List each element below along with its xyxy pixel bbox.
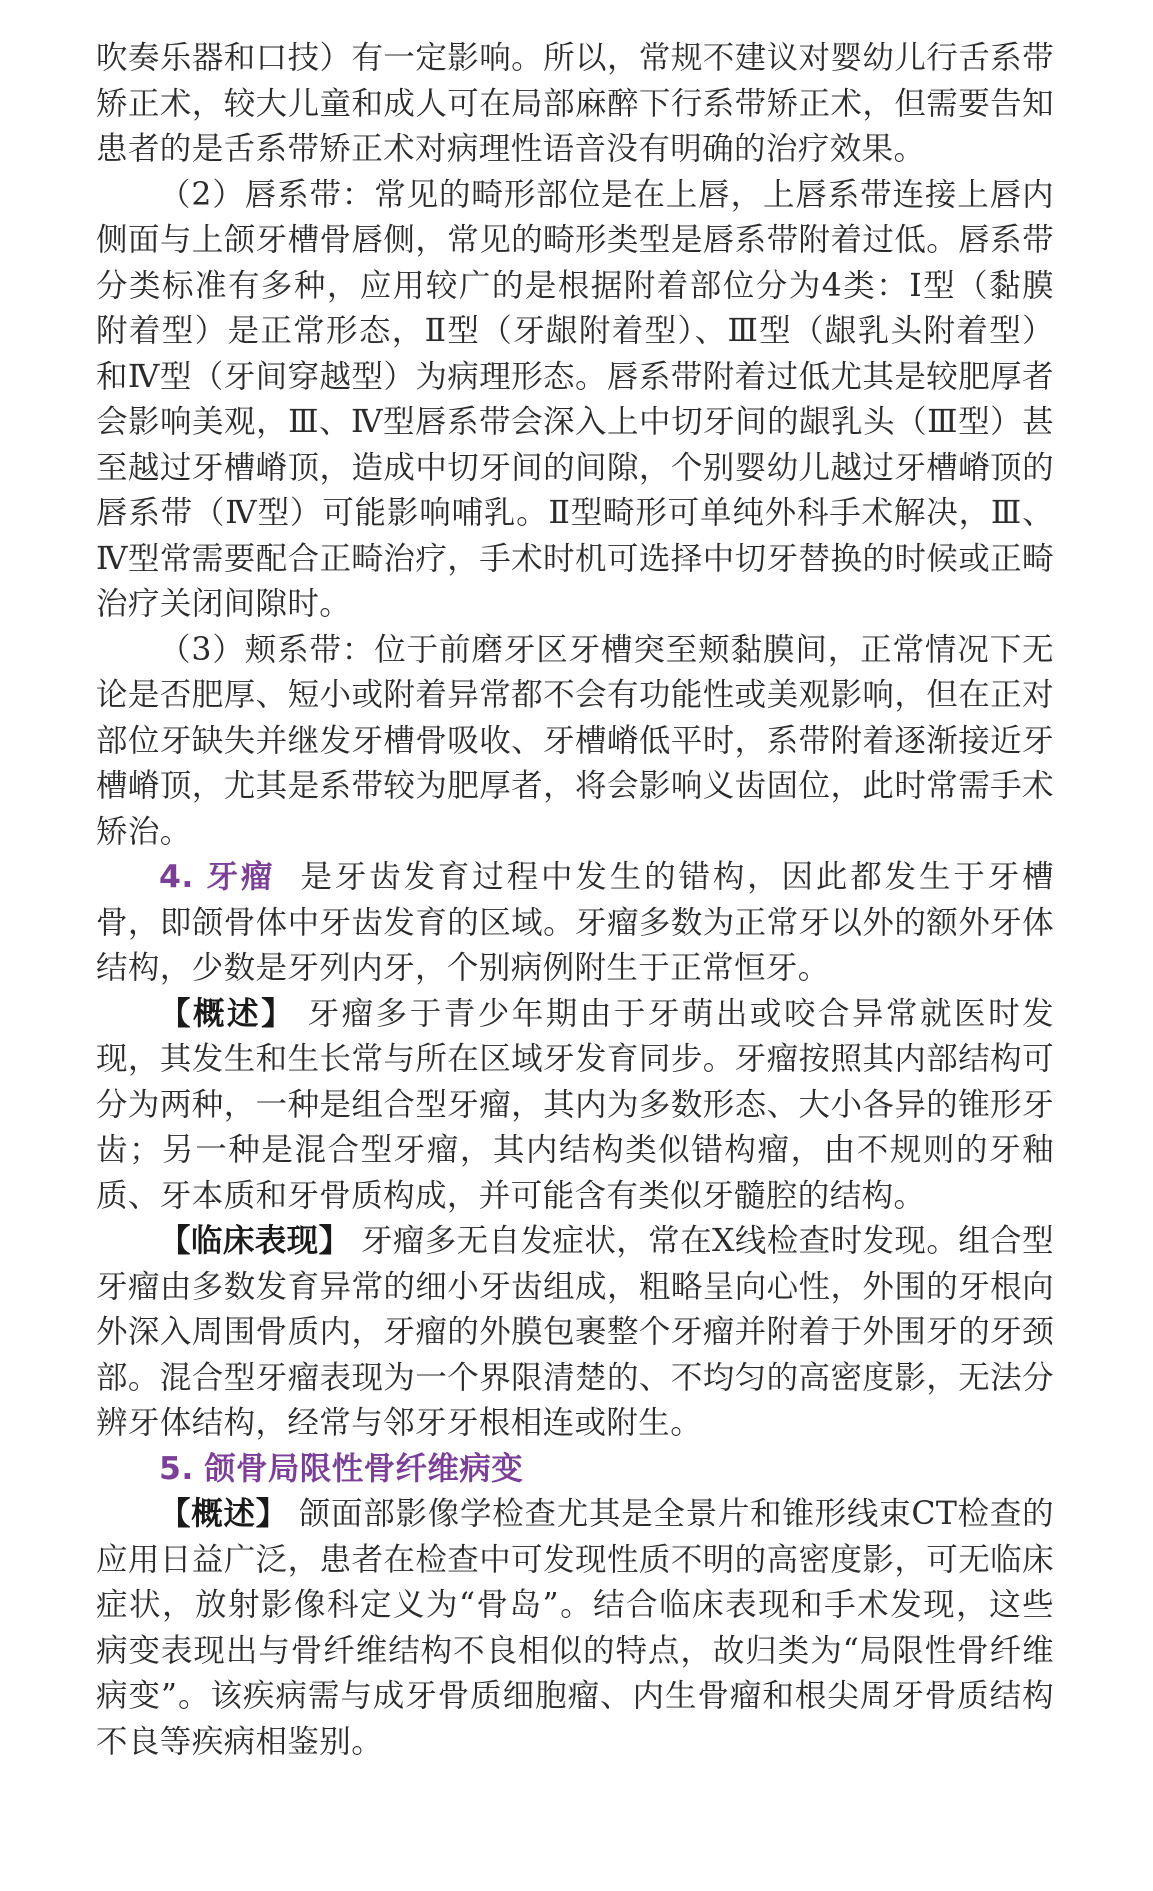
label-clinical: 【临床表现】 xyxy=(159,1223,351,1259)
overview-text: 颌面部影像学检查尤其是全景片和锥形线束CT检查的应用日益广泛，患者在检查中可发现性质不明的高密度影，可无临床症状，放射影像科定义为“骨岛”。结合临床表现和手术发现，这些病变表现出与骨纤维结构不良相似的特点，故归类为“局限性骨纤维病变”。该疾病需与成牙骨质细胞瘤、内生骨瘤和根尖周牙骨质结构不良等疾病相鉴别。 xyxy=(96,1496,1055,1760)
paragraph-bone-lesion-overview xyxy=(96,1492,1054,1765)
overview-text: 牙瘤多于青少年期由于牙萌出或咬合异常就医时发现，其发生和生长常与所在区域牙发育同步。牙瘤按照其内部结构可分为两种，一种是组合型牙瘤，其内为多数形态、大小各异的锥形牙齿；另一种是混合型牙瘤，其内结构类似错构瘤，由不规则的牙釉质、牙本质和牙骨质构成，并可能含有类似牙髓腔的结构。 xyxy=(96,995,1054,1214)
clinical-text: 牙瘤多无自发症状，常在X线检查时发现。组合型牙瘤由多数发育异常的细小牙齿组成，粗略呈向心性，外围的牙根向外深入周围骨质内，牙瘤的外膜包裹整个牙瘤并附着于外围牙的牙颈部。混合型牙瘤表现为一个界限清楚的、不均匀的高密度影，无法分辨牙体结构，经常与邻牙牙根相连或附生。 xyxy=(96,1223,1054,1441)
paragraph-buccal-frenum: （3）颊系带：位于前磨牙区牙槽突至颊黏膜间，正常情况下无论是否肥厚、短小或附着异常都不会有功能性或美观影响，但在正对部位牙缺失并继发牙槽骨吸收、牙槽嵴低平时，系带附着逐渐接近牙槽嵴顶，尤其是系带较为肥厚者，将会影响义齿固位，此时常需手术矫治。 xyxy=(96,631,1054,850)
paragraph-odontoma-overview xyxy=(96,992,1054,1220)
section-number: 5. xyxy=(159,1450,194,1487)
label-overview: 【概述】 xyxy=(159,1496,288,1532)
section-number: 4. xyxy=(159,859,194,895)
section-title-bone-fibrous-lesion: 颌骨局限性骨纤维病变 xyxy=(204,1450,524,1487)
paragraph-tongue-frenum-end: 吹奏乐器和口技）有一定影响。所以，常规不建议对婴幼儿行舌系带矫正术，较大儿童和成人可在局部麻醉下行系带矫正术，但需要告知患者的是舌系带矫正术对病理性语音没有明确的治疗效果。 xyxy=(96,40,1054,167)
section-heading-bone-fibrous-lesion xyxy=(96,1447,1054,1493)
document-page xyxy=(96,36,1054,1765)
paragraph-labial-frenum: （2）唇系带：常见的畸形部位是在上唇，上唇系带连接上唇内侧面与上颌牙槽骨唇侧，常见的畸形类型是唇系带附着过低。唇系带分类标准有多种，应用较广的是根据附着部位分为4类：Ⅰ型（黏膜附着型）是正常形态，Ⅱ型（牙龈附着型）、Ⅲ型（龈乳头附着型）和Ⅳ型（牙间穿越型）为病理形态。唇系带附着过低尤其是较肥厚者会影响美观，Ⅲ、Ⅳ型唇系带会深入上中切牙间的龈乳头（Ⅲ型）甚至越过牙槽嵴顶，造成中切牙间的间隙，个别婴幼儿越过牙槽嵴顶的唇系带（Ⅳ型）可能影响哺乳。Ⅱ型畸形可单纯外科手术解决，Ⅲ、Ⅳ型常需要配合正畸治疗，手术时机可选择中切牙替换的时候或正畸治疗关闭间隙时。 xyxy=(96,176,1054,622)
section-odontoma-intro xyxy=(96,855,1054,992)
label-overview: 【概述】 xyxy=(159,995,296,1032)
section-title-odontoma: 牙瘤 xyxy=(206,859,276,895)
section-intro-text: 是牙齿发育过程中发生的错构，因此都发生于牙槽骨，即颌骨体中牙齿发育的区域。牙瘤多数为正常牙以外的额外牙体结构，少数是牙列内牙，个别病例附生于正常恒牙。 xyxy=(96,859,1054,986)
paragraph-odontoma-clinical xyxy=(96,1219,1054,1447)
